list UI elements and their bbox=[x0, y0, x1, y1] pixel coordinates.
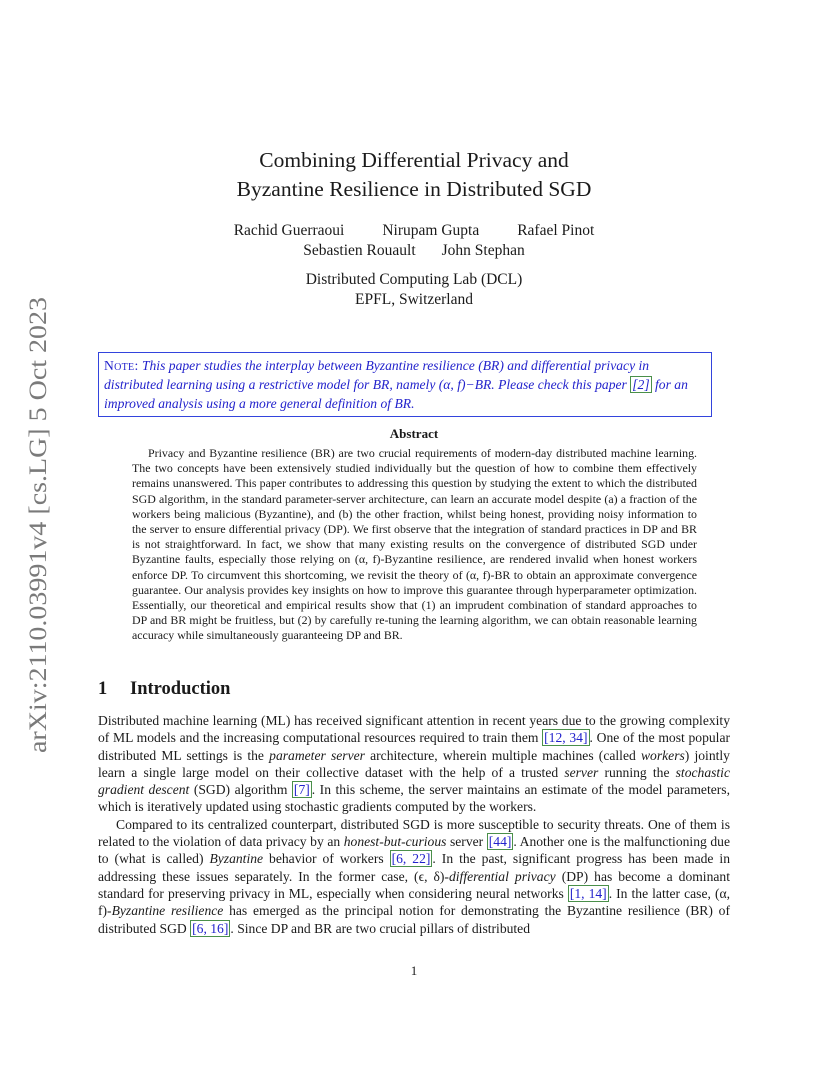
intro-paragraph-1 bbox=[98, 712, 730, 816]
section-heading bbox=[98, 679, 230, 700]
section-title: Introduction bbox=[130, 679, 231, 699]
arxiv-stamp-text: arXiv:2110.03991v4 [cs.LG] 5 Oct 2023 bbox=[25, 345, 52, 753]
text-span: ) jointly learn a single large model on their collective dataset with the help of a trusted bbox=[98, 747, 730, 780]
citation bbox=[190, 920, 230, 937]
emphasis: parameter server bbox=[269, 747, 365, 763]
intro-paragraph-2 bbox=[98, 816, 730, 937]
section-number: 1 bbox=[98, 679, 108, 699]
text-span: behavior of workers bbox=[263, 851, 390, 867]
author-name: Rafael Pinot bbox=[517, 222, 595, 239]
text-span: architecture, wherein multiple machines (called bbox=[364, 747, 641, 763]
text-span: . Another one is the malfunctioning due to (what is called) bbox=[98, 834, 730, 867]
affiliation-line-1: Distributed Computing Lab (DCL) bbox=[305, 271, 523, 288]
note-text-before: This paper studies the interplay between Byzantine resilience (BR) and differential privacy in distributed learning using a restrictive model for BR, namely (α, f)−BR. Please check this paper bbox=[104, 358, 650, 392]
emphasis: honest-but-curious bbox=[343, 834, 447, 850]
text-span: . Since DP and BR are two crucial pillars of distributed bbox=[230, 920, 531, 936]
author-name: Nirupam Gupta bbox=[382, 222, 480, 239]
text-span: server bbox=[446, 834, 487, 850]
text-span: . In the past, significant progress has been made in addressing these issues separately. In the former case, (ϵ, δ)- bbox=[98, 851, 730, 884]
citation bbox=[568, 885, 609, 902]
note-box bbox=[98, 352, 712, 417]
citation-link[interactable]: [7] bbox=[293, 782, 310, 798]
note-text-after: for an improved analysis using a more general definition of BR. bbox=[104, 377, 688, 411]
citation bbox=[542, 729, 589, 746]
author-name: John Stephan bbox=[441, 242, 525, 259]
citation-link[interactable]: [12, 34] bbox=[544, 730, 588, 746]
citation bbox=[292, 781, 312, 798]
arxiv-stamp bbox=[22, 295, 82, 755]
emphasis: differential privacy bbox=[448, 868, 556, 884]
emphasis: server bbox=[564, 764, 599, 780]
abstract-heading: Abstract bbox=[389, 426, 439, 441]
note-citation-link[interactable]: [2] bbox=[632, 377, 650, 392]
citation-link[interactable]: [1, 14] bbox=[569, 885, 607, 901]
citation-link[interactable]: [6, 22] bbox=[391, 851, 431, 867]
emphasis: Byzantine bbox=[209, 851, 264, 867]
title-line-2: Byzantine Resilience in Distributed SGD bbox=[236, 177, 592, 201]
citation-link[interactable]: [6, 16] bbox=[192, 920, 229, 936]
text-span: Distributed machine learning (ML) has received significant attention in recent years due to the growing complexity of ML models and the increasing computational resources required to train them bbox=[98, 713, 730, 746]
emphasis: Byzantine resilience bbox=[111, 903, 224, 919]
emphasis: workers bbox=[640, 747, 685, 763]
affiliation-line-2: EPFL, Switzerland bbox=[355, 291, 473, 308]
citation bbox=[487, 833, 514, 850]
affiliation bbox=[0, 270, 828, 310]
text-span: (DP) has become a dominant standard for preserving privacy in ML, especially when considering neural networks bbox=[98, 868, 730, 901]
text-span: . One of the most popular distributed ML settings is the bbox=[98, 730, 731, 763]
emphasis: stochastic gradient descent bbox=[98, 764, 730, 798]
text-span: . In this scheme, the server maintains an estimate of the model parameters, which is iteratively updated using stochastic gradients computed by the workers. bbox=[98, 782, 730, 815]
text-span: . In the latter case, (α, f)- bbox=[98, 885, 730, 919]
page-number: 1 bbox=[410, 963, 418, 978]
text-span: running the bbox=[598, 764, 676, 780]
text-span: Compared to its centralized counterpart, distributed SGD is more susceptible to security threats. One of them is related to the violation of data privacy by an bbox=[98, 816, 730, 850]
title-line-1: Combining Differential Privacy and bbox=[259, 148, 569, 172]
citation-link[interactable]: [44] bbox=[488, 834, 512, 850]
text-span: has emerged as the principal notion for demonstrating the Byzantine resilience (BR) of distributed SGD bbox=[98, 903, 730, 936]
intro-body bbox=[98, 712, 730, 937]
abstract-text: Privacy and Byzantine resilience (BR) are two crucial requirements of modern-day distributed machine learning. The two concepts have been extensively studied individually but the question of how to combine them effectively remains unanswered. This paper contributes to addressing this question by studying the extent to which the distributed SGD algorithm, in the standard parameter-server architecture, can learn an accurate model despite (a) a fraction of the workers being malicious (Byzantine), and (b) the other fraction, whilst being honest, providing noisy information to the server to ensure differential privacy (DP). We first observe that the integration of standard practices in DP and BR is not straightforward. In fact, we show that many existing results on the convergence of distributed SGD under Byzantine faults, especially those relying on (α, f)-Byzantine resilience, are rendered invalid when honest workers enforce DP. To circumvent this shortcoming, we revisit the theory of (α, f)-BR to obtain an approximate convergence guarantee. Our analysis provides key insights on how to improve this guarantee through hyperparameter optimization. Essentially, our theoretical and empirical results show that (1) an imprudent combination of standard approaches to DP and BR might be fruitless, but (2) by carefully re-tuning the learning algorithm, we can obtain reasonable learning accuracy while simultaneously guaranteeing DP and BR. bbox=[132, 446, 697, 643]
citation bbox=[390, 850, 433, 867]
author-list bbox=[0, 221, 828, 261]
note-label: Note: bbox=[104, 358, 139, 373]
text-span: (SGD) algorithm bbox=[189, 782, 292, 798]
author-name: Sebastien Rouault bbox=[303, 242, 416, 259]
paper-title bbox=[0, 146, 828, 204]
author-name: Rachid Guerraoui bbox=[233, 222, 345, 239]
